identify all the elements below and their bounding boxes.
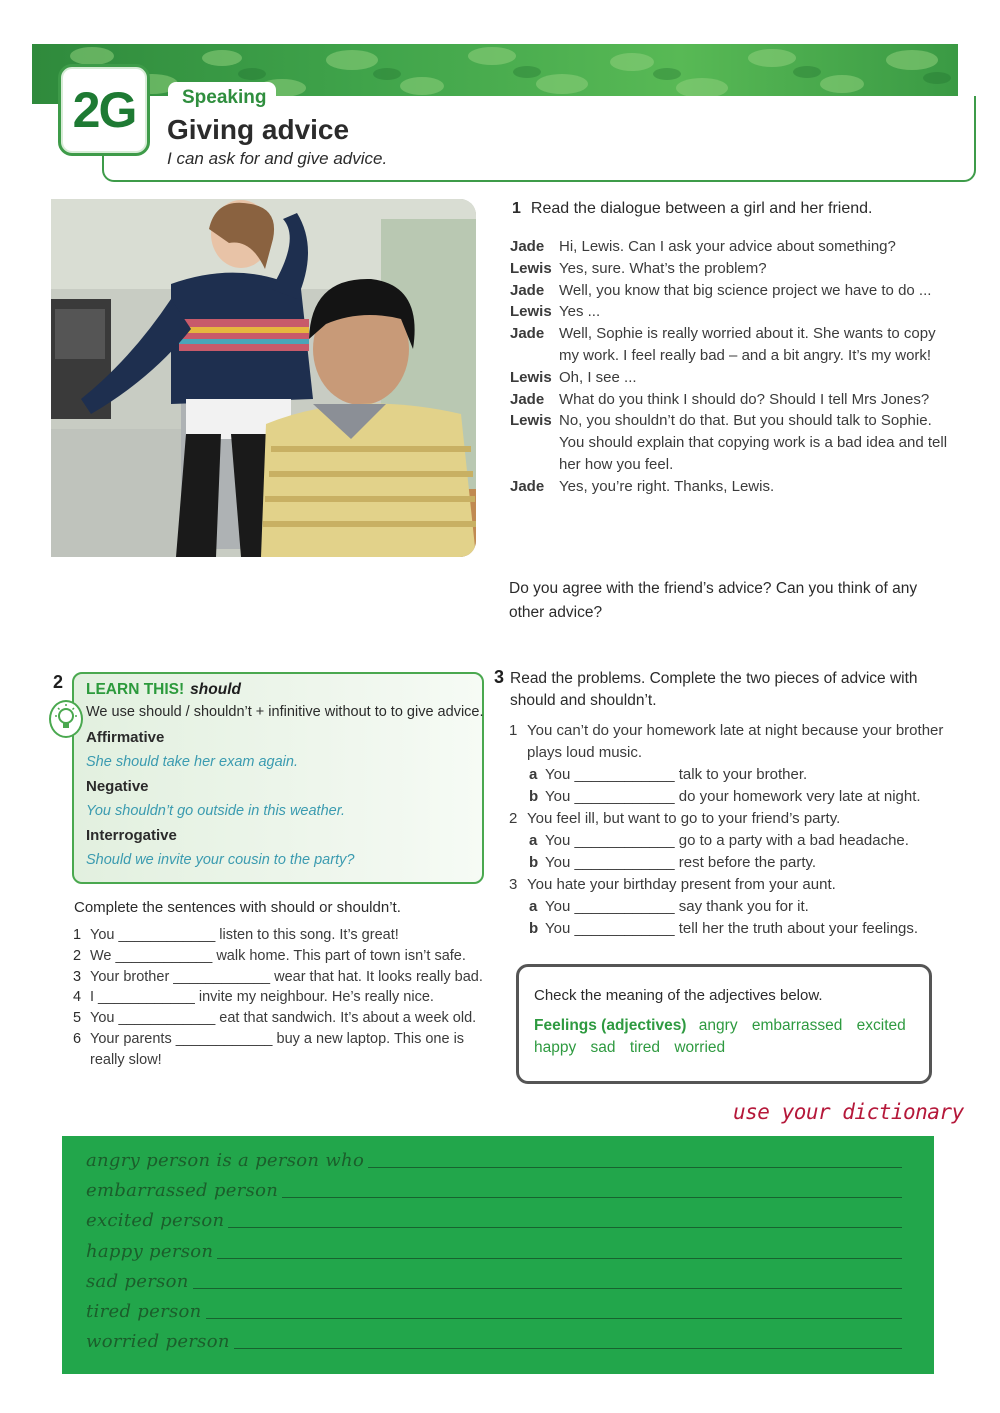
exercise1-number: 1	[512, 200, 521, 217]
definition-worksheet	[62, 1136, 934, 1374]
problem-text: You hate your birthday present from your aunt.	[527, 876, 836, 893]
dialogue-text: Yes, sure. What’s the problem?	[559, 259, 767, 277]
advice-option-a	[509, 896, 949, 918]
item-sentence[interactable]: Your brother ____________ wear that hat. It looks really bad.	[90, 968, 483, 985]
adjective-word: happy	[534, 1039, 577, 1056]
dialogue-line	[510, 323, 950, 367]
advice-option-b	[509, 918, 949, 940]
exercise1-instruction: Read the dialogue between a girl and her friend.	[530, 200, 873, 217]
unit-badge	[58, 64, 150, 156]
exercise3-number: 3	[494, 667, 505, 687]
advice-option-a	[509, 764, 949, 786]
dictionary-note: use your dictionary	[733, 1100, 964, 1124]
problem	[509, 874, 949, 896]
adjectives-words	[534, 1015, 924, 1059]
option-letter: b	[529, 854, 539, 871]
answer-line[interactable]	[368, 1167, 902, 1168]
dialogue-text: Oh, I see ...	[559, 368, 637, 386]
dialogue-text: Hi, Lewis. Can I ask your advice about something?	[559, 238, 896, 255]
dialogue-text: Yes ...	[559, 303, 601, 321]
adjectives-label: Feelings (adjectives)	[534, 1017, 687, 1034]
exercise1-heading	[512, 200, 872, 218]
dialogue-speaker: Jade	[510, 238, 545, 255]
adjective-word: embarrassed	[751, 1017, 843, 1034]
option-letter: a	[529, 766, 538, 783]
definition-prompt: angry person is a person who	[86, 1150, 365, 1171]
dialogue-line	[510, 258, 950, 280]
definition-prompt: excited person	[86, 1210, 225, 1232]
adjectives-box	[516, 964, 932, 1084]
exercise2-number: 2	[53, 672, 64, 692]
dialogue-text: No, you shouldn’t do that. But you should talk to Sophie. You should explain that copying work is a bad idea and tell her how you feel.	[559, 412, 948, 473]
exercise2-item	[73, 987, 483, 1008]
answer-line[interactable]	[193, 1288, 902, 1289]
adjective-word: sad	[590, 1039, 616, 1056]
answer-line[interactable]	[282, 1197, 902, 1198]
problem-number: 1	[509, 722, 518, 739]
page-title: Giving advice	[167, 114, 350, 145]
definition-line[interactable]	[86, 1263, 902, 1293]
definition-prompt: tired person	[86, 1301, 202, 1322]
dialogue-text: Well, you know that big science project we have to do ...	[559, 281, 932, 299]
item-sentence[interactable]: You ____________ eat that sandwich. It’s about a week old.	[90, 1010, 477, 1027]
problem-text: You can’t do your homework late at night because your brother plays loud music.	[527, 722, 944, 761]
dialogue-photo	[51, 199, 476, 557]
advice-option-a	[509, 830, 949, 852]
definition-prompt: embarrassed person	[86, 1180, 279, 1202]
item-number: 4	[73, 989, 82, 1006]
exercise2-item	[73, 967, 483, 988]
affirmative-label: Affirmative	[86, 729, 165, 746]
definition-prompt: sad person	[86, 1270, 189, 1292]
negative-label: Negative	[86, 778, 149, 795]
problem-number: 2	[509, 810, 518, 827]
item-sentence[interactable]: You ____________ listen to this song. It’s great!	[90, 927, 399, 943]
section-tab	[168, 82, 276, 112]
dialogue-line	[510, 476, 950, 498]
exercise2-item	[73, 1029, 483, 1071]
learn-this-title	[86, 681, 241, 699]
section-label: Speaking	[182, 87, 267, 108]
adjective-word: excited	[856, 1017, 906, 1034]
page-subtitle: I can ask for and give advice.	[167, 149, 388, 168]
answer-line[interactable]	[228, 1227, 902, 1228]
exercise3-instruction: Read the problems. Complete the two pieces of advice with should and shouldn’t.	[510, 670, 918, 709]
answer-line[interactable]	[206, 1318, 902, 1319]
definition-line[interactable]	[86, 1293, 902, 1323]
exercise3-list	[509, 720, 949, 940]
unit-number: 2G	[72, 82, 136, 138]
exercise2-item	[73, 925, 483, 946]
learn-this-keyword: should	[190, 681, 241, 698]
option-sentence[interactable]: You ____________ talk to your brother.	[545, 766, 808, 783]
adjectives-instruction: Check the meaning of the adjectives below.	[534, 987, 823, 1004]
dialogue-speaker: Lewis	[510, 412, 552, 430]
dialogue-speaker: Lewis	[510, 368, 552, 386]
interrogative-label: Interrogative	[86, 827, 177, 844]
dialogue-speaker: Jade	[510, 477, 545, 495]
negative-example: You shouldn’t go outside in this weather.	[86, 803, 346, 819]
dialogue-speaker: Lewis	[510, 303, 552, 321]
item-number: 1	[73, 927, 82, 943]
item-number: 3	[73, 968, 82, 985]
problem	[509, 720, 949, 764]
item-sentence[interactable]: Your parents ____________ buy a new laptop. This one is really slow!	[90, 1030, 465, 1068]
dialogue-line	[510, 280, 950, 302]
dialogue-line	[510, 236, 950, 258]
definition-prompt: worried person	[86, 1331, 230, 1353]
dialogue-speaker: Jade	[510, 390, 545, 408]
definition-line[interactable]	[86, 1323, 902, 1353]
option-sentence[interactable]: You ____________ say thank you for it.	[545, 898, 809, 915]
learn-this-label: LEARN THIS!	[86, 681, 185, 698]
dialogue-line	[510, 301, 950, 323]
lightbulb-icon	[49, 700, 83, 738]
option-letter: b	[529, 920, 539, 937]
adjective-word: angry	[698, 1017, 738, 1034]
dialogue-speaker: Jade	[510, 281, 545, 299]
dialogue-text: Well, Sophie is really worried about it. She wants to copy my work. I feel really bad – and a bit angry. It’s my work!	[559, 325, 936, 364]
item-number: 2	[73, 947, 82, 964]
option-sentence[interactable]: You ____________ go to a party with a bad headache.	[545, 832, 909, 849]
exercise2-list	[73, 925, 483, 1071]
adjective-word: tired	[629, 1039, 661, 1056]
dialogue-text: What do you think I should do? Should I tell Mrs Jones?	[559, 390, 930, 408]
problem-text: You feel ill, but want to go to your friend’s party.	[527, 810, 841, 827]
dialogue-speaker: Jade	[510, 325, 545, 343]
learn-this-rule: We use should / shouldn’t + infinitive without to to give advice.	[86, 704, 484, 720]
answer-line[interactable]	[217, 1258, 902, 1259]
advice-option-b	[509, 852, 949, 874]
affirmative-example: She should take her exam again.	[86, 754, 298, 770]
definition-line[interactable]	[86, 1233, 902, 1263]
definition-prompt: happy person	[86, 1240, 214, 1262]
definition-line[interactable]	[86, 1172, 902, 1202]
exercise2-instruction: Complete the sentences with should or shouldn’t.	[74, 899, 401, 916]
dialogue-line	[510, 389, 950, 411]
exercise2-item	[73, 1008, 483, 1029]
option-letter: a	[529, 898, 538, 915]
interrogative-example: Should we invite your cousin to the party?	[86, 852, 355, 868]
definition-line[interactable]	[86, 1202, 902, 1232]
item-number: 6	[73, 1030, 82, 1047]
advice-option-b	[509, 786, 949, 808]
dialogue-line	[510, 410, 950, 475]
option-letter: a	[529, 832, 538, 849]
option-letter: b	[529, 788, 539, 805]
option-sentence[interactable]: You ____________ tell her the truth about your feelings.	[545, 920, 919, 937]
exercise1-question: Do you agree with the friend’s advice? Can you think of any other advice?	[509, 580, 918, 621]
item-number: 5	[73, 1010, 82, 1027]
problem-number: 3	[509, 876, 518, 893]
dialogue-speaker: Lewis	[510, 259, 552, 277]
dialogue	[510, 236, 950, 498]
photo-illustration	[51, 199, 476, 557]
answer-line[interactable]	[234, 1348, 902, 1349]
definition-line[interactable]	[86, 1142, 902, 1172]
exercise2-item	[73, 946, 483, 967]
option-sentence[interactable]: You ____________ rest before the party.	[545, 854, 817, 871]
item-sentence[interactable]: I ____________ invite my neighbour. He’s really nice.	[90, 989, 434, 1006]
dialogue-text: Yes, you’re right. Thanks, Lewis.	[559, 477, 775, 495]
option-sentence[interactable]: You ____________ do your homework very late at night.	[545, 788, 921, 805]
adjective-word: worried	[674, 1039, 726, 1056]
dialogue-line	[510, 367, 950, 389]
problem	[509, 808, 949, 830]
item-sentence[interactable]: We ____________ walk home. This part of town isn’t safe.	[90, 947, 466, 964]
